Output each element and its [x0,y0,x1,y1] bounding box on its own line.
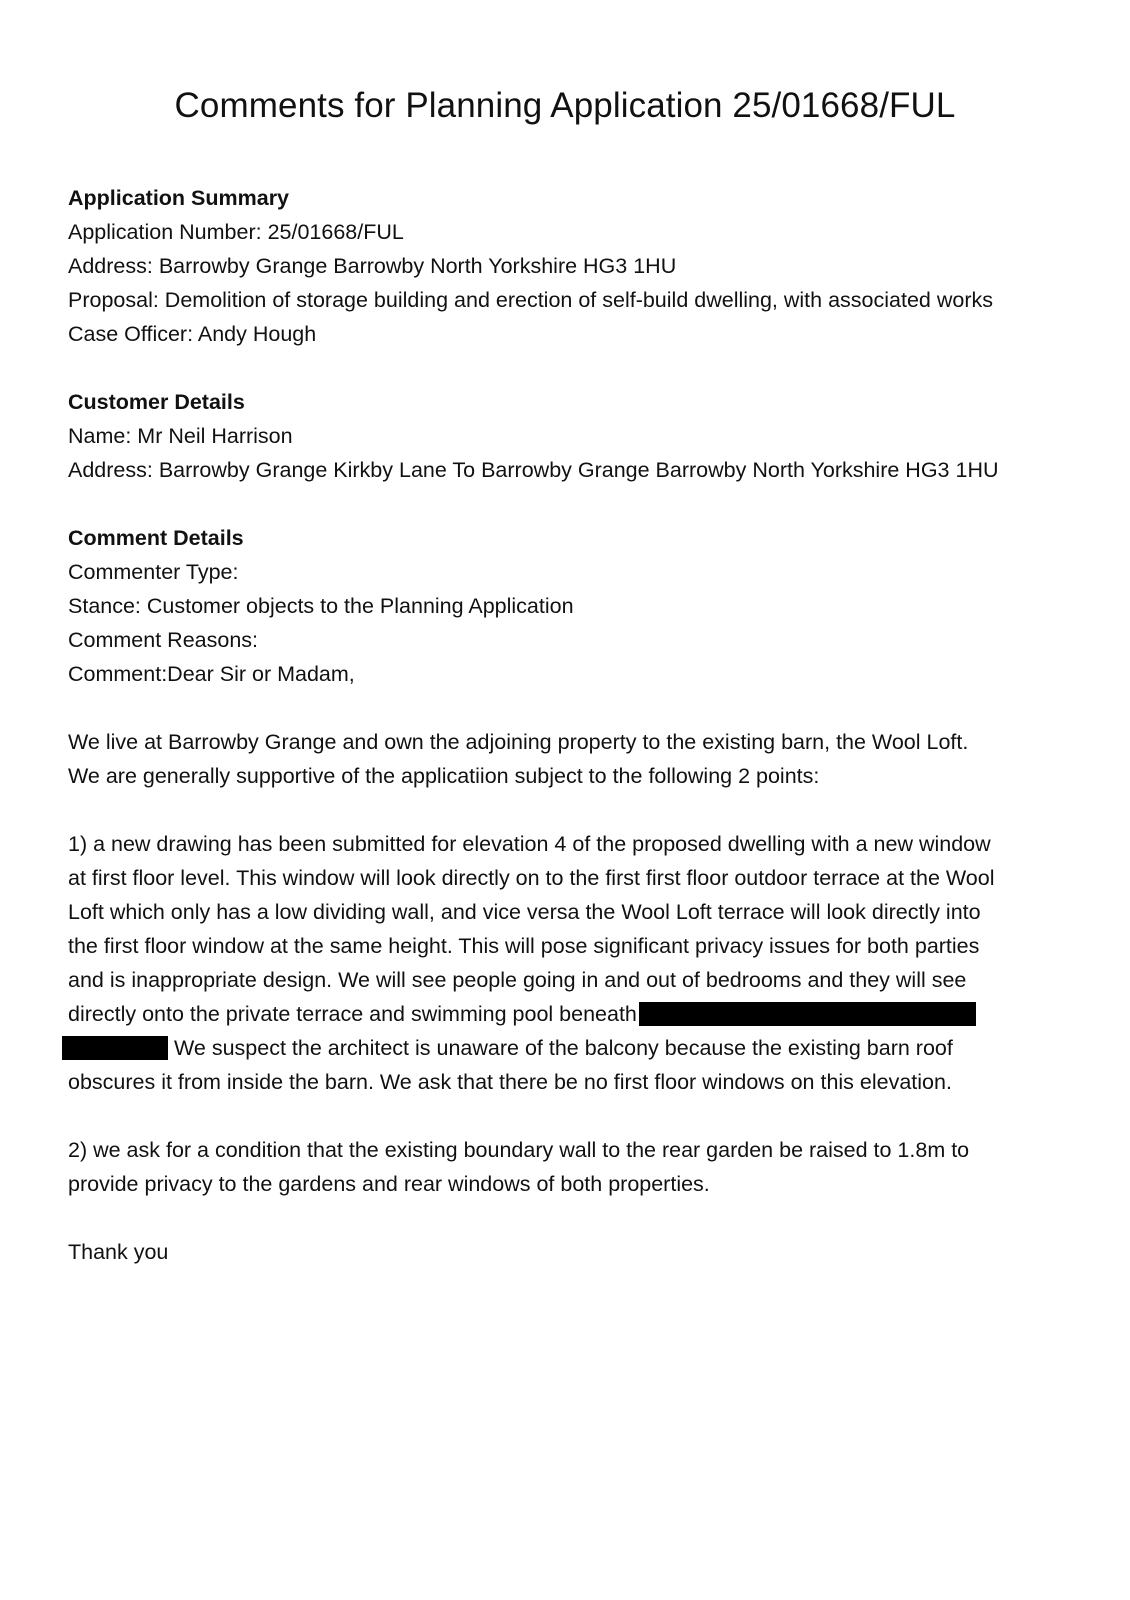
commenter-type: Commenter Type: [68,560,239,584]
comment-details-heading: Comment Details [68,526,244,550]
comment-para2-redacted-line [68,1031,1088,1065]
customer-address: Address: Barrowby Grange Kirkby Lane To Barrowby Grange Barrowby North Yorkshire HG3 1HU [68,458,999,482]
comment-para2-line: obscures it from inside the barn. We ask that there be no first floor windows on this elevation. [68,1070,952,1094]
comment-para2-line: at first floor level. This window will look directly on to the first first floor outdoor terrace at the Wool [68,866,995,890]
comment-para1-line: We are generally supportive of the applicatiion subject to the following 2 points: [68,764,820,788]
redaction-block [639,1002,976,1026]
spacer [68,1201,1088,1235]
spacer [68,351,1088,385]
document-content [68,181,1088,1269]
customer-name: Name: Mr Neil Harrison [68,424,293,448]
comment-para2-line-text: We suspect the architect is unaware of the balcony because the existing barn roof [174,1036,953,1060]
comment-para2-redacted-line [68,997,1088,1031]
case-officer: Case Officer: Andy Hough [68,322,317,346]
application-summary-heading: Application Summary [68,186,290,210]
redaction-block [62,1036,168,1060]
comment-para1-line: We live at Barrowby Grange and own the adjoining property to the existing barn, the Wool Loft. [68,730,969,754]
comment-para2-line-text: directly onto the private terrace and swimming pool beneath [68,1002,637,1026]
document-title: Comments for Planning Application 25/01668/FUL [174,86,956,125]
customer-details-heading: Customer Details [68,390,245,414]
application-proposal: Proposal: Demolition of storage building and erection of self-build dwelling, with associated works [68,288,993,312]
comment-para3-line: 2) we ask for a condition that the existing boundary wall to the rear garden be raised to 1.8m to [68,1138,970,1162]
spacer [68,793,1088,827]
spacer [68,1099,1088,1133]
spacer [68,691,1088,725]
comment-para2-line: Loft which only has a low dividing wall, and vice versa the Wool Loft terrace will look directly into [68,900,981,924]
comment-para2-line: and is inappropriate design. We will see people going in and out of bedrooms and they will see [68,968,967,992]
application-number: Application Number: 25/01668/FUL [68,220,404,244]
comment-para2-line: the first floor window at the same height. This will pose significant privacy issues for both parties [68,934,980,958]
comment-para3-line: provide privacy to the gardens and rear windows of both properties. [68,1172,710,1196]
application-address: Address: Barrowby Grange Barrowby North Yorkshire HG3 1HU [68,254,677,278]
stance: Stance: Customer objects to the Planning Application [68,594,574,618]
comment-para2-line: 1) a new drawing has been submitted for elevation 4 of the proposed dwelling with a new window [68,832,991,856]
comment-closing: Thank you [68,1240,169,1264]
comment-intro: Comment:Dear Sir or Madam, [68,662,355,686]
comment-reasons: Comment Reasons: [68,628,258,652]
spacer [68,487,1088,521]
